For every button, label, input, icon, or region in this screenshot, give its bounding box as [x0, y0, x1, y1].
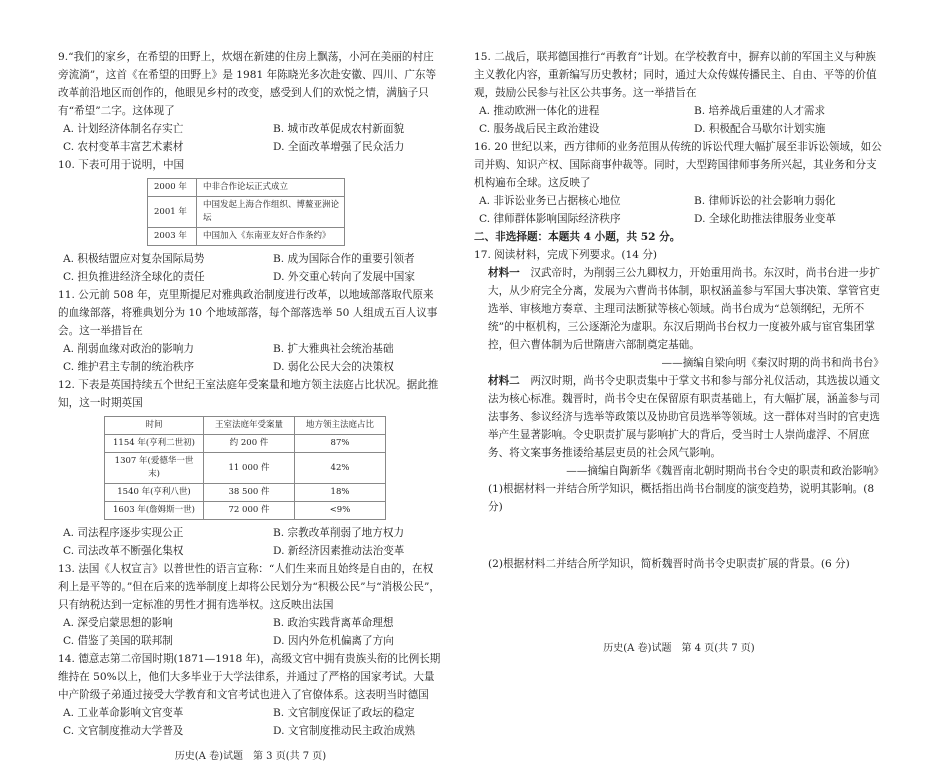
options — [58, 120, 443, 156]
table-header: 时间 — [105, 417, 204, 435]
option-c: C. 司法改革不断强化集权 — [63, 545, 184, 557]
option-a: A. 削弱血缘对政治的影响力 — [63, 343, 194, 355]
question-12 — [58, 376, 443, 560]
material-1-label: 材料一 — [488, 267, 520, 279]
option-b: B. 宗教改革削弱了地方权力 — [273, 527, 405, 539]
left-page — [58, 48, 443, 766]
table-cell: 1154 年(亨利二世初) — [105, 435, 204, 453]
option-c: C. 担负推进经济全球化的责任 — [63, 271, 205, 283]
question-stem: 10. 下表可用于说明，中国 — [58, 159, 185, 171]
options — [58, 614, 443, 650]
question-stem: 14. 德意志第二帝国时期(1871—1918 年)，高级文官中拥有贵族头衔的比例长期维持在 50%以上，他们大多毕业于大学法律系，并通过了严格的国家考试。大量中产阶级子弟通过接受大学教育和文官考试也进入了官僚体系。这表明当时德国 — [58, 653, 441, 701]
table-cell: 42% — [295, 453, 386, 484]
option-b: B. 成为国际合作的重要引领者 — [273, 253, 415, 265]
question-13 — [58, 560, 443, 650]
table-cell: 1307 年(爱德华一世末) — [105, 453, 204, 484]
option-c: C. 农村变革丰富艺术素材 — [63, 141, 184, 153]
page-footer-left: 历史(A 卷)试题 第 3 页(共 7 页) — [174, 751, 327, 762]
question-15 — [474, 48, 884, 138]
table-cell: 2003 年 — [148, 228, 197, 246]
material-2-source: ——摘编自陶新华《魏晋南北朝时期尚书台令史的职责和政治影响》 — [566, 465, 884, 477]
option-b: B. 培养战后重建的人才需求 — [694, 105, 826, 117]
option-d: D. 全面改革增强了民众活力 — [273, 141, 405, 153]
table-cell: 18% — [295, 484, 386, 502]
options — [474, 102, 884, 138]
question-stem: 9.“我们的家乡，在希望的田野上，炊烟在新建的住房上飘荡，小河在美丽的村庄旁流淌”，这首《在希望的田野上》是 1981 年陈晓光多次赴安徽、四川、广东等改革前沿地区而创作的，他眼见乡村的改变，感受到人们的欢悦之情，满脑子只有“希望”二字。这体现了 — [58, 51, 437, 117]
question-stem: 11. 公元前 508 年，克里斯提尼对雅典政治制度进行改革，以地域部落取代原来的血缘部落，将雅典划分为 10 个地域部落，每个部落选举 50 人组成五百人议事会。这一举措旨在 — [58, 289, 438, 337]
table-cell: 11 000 件 — [204, 453, 295, 484]
section-heading: 二、非选择题：本题共 4 小题，共 52 分。 — [474, 231, 681, 243]
material-1 — [474, 264, 884, 354]
option-d: D. 全球化助推法律服务业变革 — [694, 213, 836, 225]
option-b: B. 政治实践背离革命理想 — [273, 617, 394, 629]
option-b: B. 文官制度保证了政坛的稳定 — [273, 707, 415, 719]
table-cell: 2000 年 — [148, 179, 197, 197]
option-d: D. 因内外危机偏离了方向 — [273, 635, 394, 647]
sub-question-1: (1)根据材料一并结合所学知识，概括指出尚书台制度的演变趋势，说明其影响。(8 分) — [488, 483, 875, 513]
question-14 — [58, 650, 443, 740]
table-header: 王室法庭年受案量 — [204, 417, 295, 435]
material-2-text: 两汉时期，尚书令史职责集中于掌文书和参与部分礼仪活动，其选拔以通文法为核心标准。魏晋时，尚书令史在保留原有职责基础上，有大幅扩展，涵盖参与司法事务、参议经济与选举等政策以及协助官员选举等领域。这一群体对当时的官吏选举产生显著影响。令史职责扩展与影响扩大的背后，受当时士人崇尚虚浮、不屑庶务、将文案事务推诿给基层吏员的社会风气影响。 — [488, 375, 880, 459]
option-a: A. 工业革命影响文官变革 — [63, 707, 184, 719]
question-11 — [58, 286, 443, 376]
option-a: A. 积极结盟应对复杂国际局势 — [63, 253, 205, 265]
question-12-table — [104, 416, 386, 520]
question-stem: 12. 下表是英国持续五个世纪王室法庭年受案量和地方领主法庭占比状况。据此推知，这一时期英国 — [58, 379, 439, 409]
table-cell: 1540 年(亨利八世) — [105, 484, 204, 502]
option-a: A. 计划经济体制名存实亡 — [63, 123, 184, 135]
options — [58, 250, 443, 286]
question-stem: 13. 法国《人权宣言》以普世性的语言宣称：“人们生来而且始终是自由的，在权利上是平等的。”但在后来的选举制度上却将公民划分为“积极公民”与“消极公民”，只有纳税达到一定标准的男性才拥有选举权。这反映出法国 — [58, 563, 440, 611]
option-c: C. 文官制度推动大学普及 — [63, 725, 184, 737]
answer-space — [474, 516, 884, 555]
question-10-table — [147, 178, 345, 246]
option-d: D. 积极配合马歇尔计划实施 — [694, 123, 826, 135]
option-c: C. 律师群体影响国际经济秩序 — [479, 213, 621, 225]
option-d: D. 外交重心转向了发展中国家 — [273, 271, 415, 283]
table-cell: 87% — [295, 435, 386, 453]
option-a: A. 非诉讼业务已占据核心地位 — [479, 195, 621, 207]
question-stem: 17. 阅读材料，完成下列要求。(14 分) — [474, 249, 658, 261]
question-stem: 15. 二战后，联邦德国推行“再教育”计划。在学校教育中，摒弃以前的军国主义与种族主义教化内容，重新编写历史教材；同时，通过大众传媒传播民主、自由、平等的价值观，鼓励公民参与社区公共事务。这一举措旨在 — [474, 51, 877, 99]
table-cell: 中国加入《东南亚友好合作条约》 — [197, 228, 345, 246]
option-b: B. 扩大雅典社会统治基础 — [273, 343, 394, 355]
sub-question-2: (2)根据材料二并结合所学知识，简析魏晋时尚书令史职责扩展的背景。(6 分) — [488, 558, 850, 570]
option-d: D. 文官制度推动民主政治成熟 — [273, 725, 415, 737]
question-9 — [58, 48, 443, 156]
question-16 — [474, 138, 884, 228]
material-1-source: ——摘编自梁向明《秦汉时期的尚书和尚书台》 — [661, 357, 884, 369]
table-cell: 38 500 件 — [204, 484, 295, 502]
table-cell: 2001 年 — [148, 197, 197, 228]
material-1-text: 汉武帝时，为削弱三公九卿权力，开始重用尚书。东汉时，尚书台进一步扩大，从少府完全分离，发展为六曹尚书体制，职权涵盖参与军国大事决策、掌管官吏选举、审核地方奏章、主理司法断狱等核心领域。尚书台成为“总领纲纪，无所不统”的中枢机构，三公逐渐沦为虚职。东汉后期尚书台权力一度被外戚与宦官集团掌控，但六曹体制为后世隋唐六部制奠定基础。 — [488, 267, 880, 351]
option-b: B. 城市改革促成农村新面貌 — [273, 123, 405, 135]
option-b: B. 律师诉讼的社会影响力弱化 — [694, 195, 836, 207]
table-cell: 1603 年(詹姆斯一世) — [105, 502, 204, 520]
table-cell: 中国发起上海合作组织、博鳌亚洲论坛 — [197, 197, 345, 228]
table-cell: 72 000 件 — [204, 502, 295, 520]
table-cell: <9% — [295, 502, 386, 520]
options — [58, 524, 443, 560]
options — [474, 192, 884, 228]
option-a: A. 司法程序逐步实现公正 — [63, 527, 184, 539]
option-d: D. 弱化公民大会的决策权 — [273, 361, 394, 373]
option-c: C. 借鉴了美国的联邦制 — [63, 635, 173, 647]
table-header: 地方领主法庭占比 — [295, 417, 386, 435]
question-10 — [58, 156, 443, 286]
option-c: C. 维护君主专制的统治秩序 — [63, 361, 194, 373]
option-a: A. 推动欧洲一体化的进程 — [479, 105, 600, 117]
question-stem: 16. 20 世纪以来，西方律师的业务范围从传统的诉讼代理大幅扩展至非诉讼领域，如公司并购、知识产权、国际商事仲裁等。同时，大型跨国律师事务所兴起，其业务和分支机构遍布全球。这反映了 — [474, 141, 882, 189]
right-page — [474, 48, 884, 658]
options — [58, 704, 443, 740]
table-cell: 中非合作论坛正式成立 — [197, 179, 345, 197]
option-a: A. 深受启蒙思想的影响 — [63, 617, 173, 629]
options — [58, 340, 443, 376]
material-2-label: 材料二 — [488, 375, 520, 387]
option-d: D. 新经济因素推动法治变革 — [273, 545, 405, 557]
question-17 — [474, 246, 884, 573]
option-c: C. 服务战后民主政治建设 — [479, 123, 600, 135]
material-2 — [474, 372, 884, 462]
table-cell: 约 200 件 — [204, 435, 295, 453]
page-footer-right: 历史(A 卷)试题 第 4 页(共 7 页) — [603, 643, 755, 654]
